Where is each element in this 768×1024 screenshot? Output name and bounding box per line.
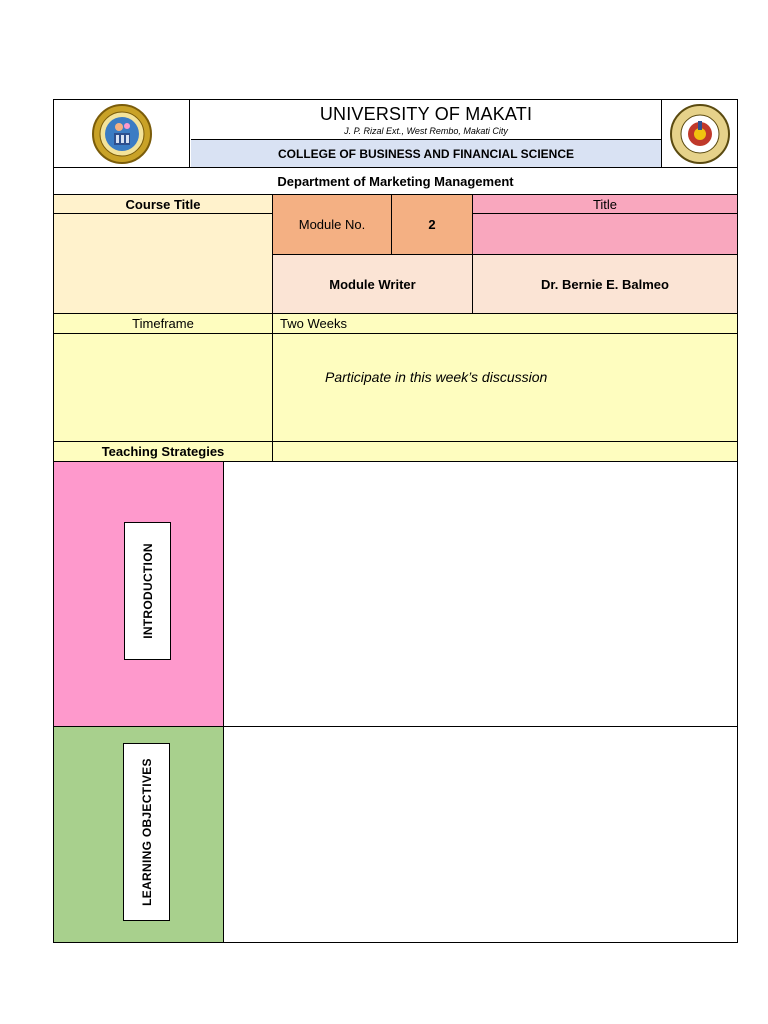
module-writer-label: Module Writer xyxy=(272,254,473,314)
module-no-label: Module No. xyxy=(272,194,392,255)
teaching-strategies-label: Teaching Strategies xyxy=(53,441,273,462)
introduction-label: INTRODUCTION xyxy=(140,543,155,639)
university-seal-right-icon xyxy=(669,103,731,165)
course-title-value[interactable] xyxy=(53,213,273,314)
left-logo-cell xyxy=(54,100,190,167)
introduction-label-box xyxy=(124,522,171,660)
right-logo-cell xyxy=(661,100,737,167)
description-right-cell[interactable] xyxy=(272,333,738,442)
learning-objectives-content[interactable] xyxy=(223,726,738,943)
module-writer-value[interactable]: Dr. Bernie E. Balmeo xyxy=(472,254,738,314)
department-name: Department of Marketing Management xyxy=(53,167,738,195)
description-text: Participate in this week’s discussion xyxy=(325,369,548,385)
introduction-content[interactable] xyxy=(223,461,738,727)
university-seal-left-icon xyxy=(91,103,153,165)
learning-objectives-side-panel xyxy=(53,726,224,943)
university-address: J. P. Rizal Ext., West Rembo, Makati City xyxy=(344,126,508,136)
timeframe-label: Timeframe xyxy=(53,313,273,334)
title-label: Title xyxy=(472,194,738,214)
learning-objectives-label: LEARNING OBJECTIVES xyxy=(139,758,154,906)
description-left-cell xyxy=(53,333,273,442)
timeframe-value[interactable]: Two Weeks xyxy=(272,313,738,334)
title-value[interactable] xyxy=(472,213,738,255)
course-title-label: Course Title xyxy=(53,194,273,214)
university-name: UNIVERSITY OF MAKATI xyxy=(319,104,533,124)
teaching-strategies-value[interactable] xyxy=(272,441,738,462)
learning-objectives-label-box xyxy=(123,743,170,921)
module-no-value[interactable]: 2 xyxy=(391,194,473,255)
introduction-side-panel xyxy=(53,461,224,727)
university-header xyxy=(191,100,661,140)
college-name: COLLEGE OF BUSINESS AND FINANCIAL SCIENCE xyxy=(191,140,661,167)
